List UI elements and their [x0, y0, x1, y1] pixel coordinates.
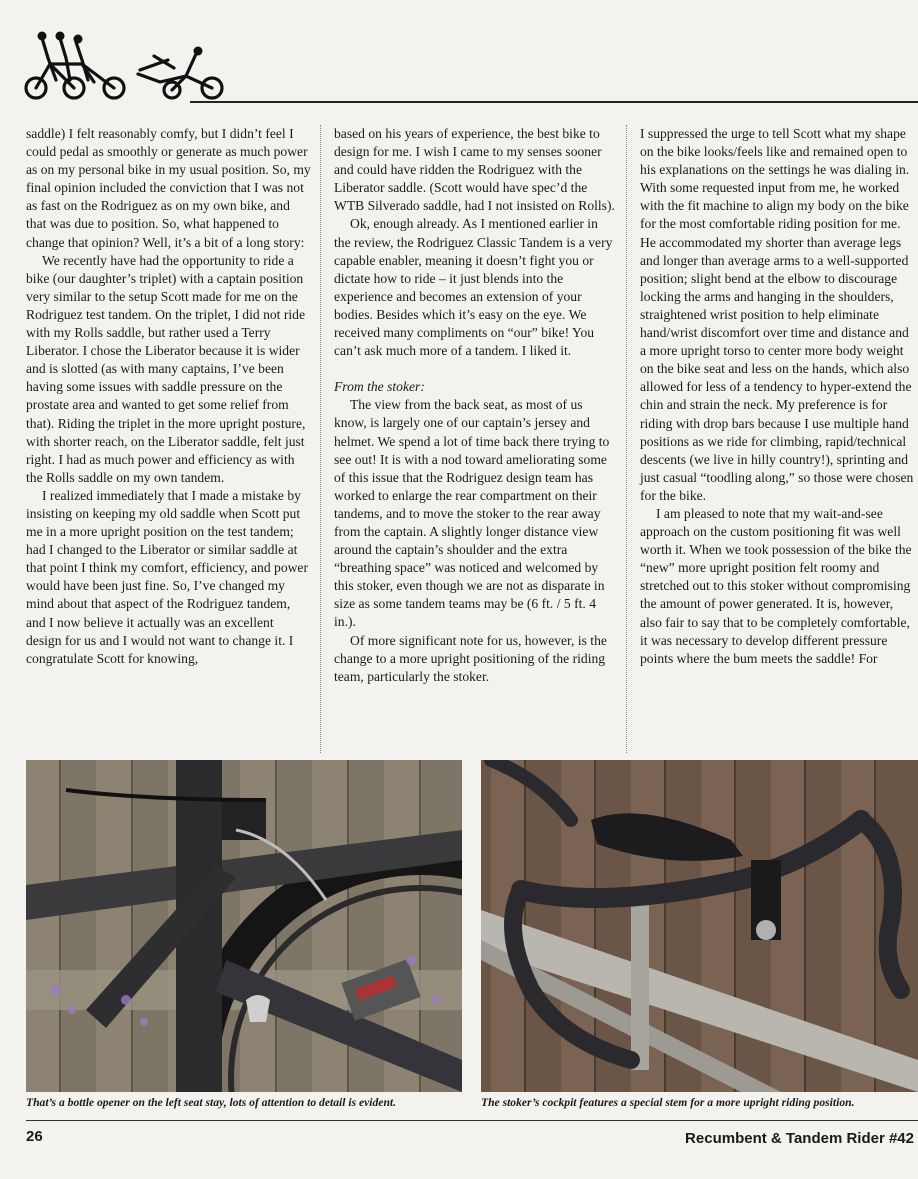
paragraph: based on his years of experience, the best bike to design for me. I wish I came to my senses sooner and could have ridden the Rodriguez with the Liberator saddle. (Scott would have spec’d the WTB Silverado saddle, had I not insisted on Rolls). — [334, 126, 615, 214]
photo-caption: That’s a bottle opener on the left seat stay, lots of attention to detail is evident. — [26, 1096, 397, 1109]
paragraph: I am pleased to note that my wait-and-see approach on the custom positioning fit was well worth it. When we took possession of the bike the “new” more upright position felt roomy and stretched out to this stoker without compromising the amount of power generated. It is, however, also fair to say that to be completely comfortable, it was necessary to develop different pressure points where the bum meets the saddle! For — [640, 505, 912, 666]
column-divider — [626, 125, 627, 753]
article-column-1 — [26, 125, 311, 745]
paragraph: We recently have had the opportunity to ride a bike (our daughter’s triplet) with a captain position very similar to the setup Scott made for me on the Rodriguez test tandem. On the triplet, I did not ride with my Rolls saddle, but rather used a Terry Liberator. I chose the Liberator because it is wider and is slotted (as with many captains, I’ve been having some issues with saddle pressure on the prostate area and wanted to get some relief from that). Riding the triplet in the more upright posture, with shorter reach, on the Liberator saddle, felt just right. I had as much power and efficiency as with the Rolls saddle on my own tandem. — [26, 252, 306, 485]
article-column-2 — [334, 125, 616, 745]
column-divider — [320, 125, 321, 753]
magazine-title: Recumbent & Tandem Rider #42 — [685, 1130, 914, 1147]
header-rule — [190, 101, 918, 103]
paragraph: Ok, enough already. As I mentioned earlier in the review, the Rodriguez Classic Tandem is a very capable enabler, meaning it doesn’t fight you or dictate how to ride – it just blends into the experience and becomes an extension of your bodies. Besides which it’s easy on the eye. We received many compliments on “our” bike! You can’t ask much more of a tandem. I liked it. — [334, 216, 613, 359]
page-number: 26 — [26, 1128, 43, 1145]
photo-caption: The stoker’s cockpit features a special stem for a more upright riding position. — [481, 1096, 855, 1109]
paragraph: I suppressed the urge to tell Scott what my shape on the bike looks/feels like and remained open to his explanations on the settings he was dialing in. With some requested input from me, he worked with the fit machine to align my body on the bike for the most comfortable riding position for me. He accommodated my shorter than average legs and longer than average arms to a well-supported position; slight bend at the elbow to discourage locking the arms and hanging in the shoulders, straightened wrist position to help eliminate hand/wrist discomfort over time and distance and a more upright torso to center more body weight on the bike seat and less on the hands, which also allowed for less of a tendency to hyper-extend the chin and strain the neck. My preference is for riding with drop bars because I use multiple hand positions as we ride for climbing, rapid/technical descents (we live in hilly country!), sprinting and just casual “toodling along,” so those were chosen for the bike. — [640, 126, 914, 503]
paragraph: The view from the back seat, as most of us know, is largely one of our captain’s jersey and helmet. We spend a lot of time back there trying to see out! It is with a nod toward ameliorating some of this issue that the Rodriguez design team has worked to enlarge the rear compartment on their tandems, and to move the stoker to the rear away from the captain. A slightly longer distance view around the captain’s shoulder and the extra “breathing space” was noticed and welcomed by this stoker, even though we are not as disparate in size as some tandem teams may be (6 ft. / 5 ft. 4 in.). — [334, 397, 610, 630]
article-column-3 — [640, 125, 918, 745]
paragraph: I realized immediately that I made a mistake by insisting on keeping my old saddle when Scott put me in a more upright position on the test tandem; had I changed to the Liberator or similar saddle at that point I think my comfort, efficiency, and power would have been just fine. So, I’ve changed my mind about that aspect of the Rodriguez tandem, and I now believe it actually was an excellent design for us and I would not want to change it. I congratulate Scott for knowing, — [26, 487, 308, 666]
paragraph: saddle) I felt reasonably comfy, but I didn’t feel I could pedal as smoothly or generate as much power as on my personal bike in my usual position. So, my final opinion included the conviction that I was not as fast on the Rodriguez as on my own bike, and that was due to position. So, what happened to change that opinion? Well, it’s a bit of a long story: — [26, 126, 311, 250]
footer-rule — [26, 1120, 918, 1121]
tandem-triplet-recumbent-logo-icon — [22, 30, 232, 102]
paragraph: Of more significant note for us, however, is the change to a more upright positioning of the riding team, particularly the stoker. — [334, 632, 607, 684]
photo-seat-stay — [26, 760, 462, 1092]
subheading: From the stoker: — [334, 379, 425, 395]
photo-stoker-cockpit — [481, 760, 918, 1092]
